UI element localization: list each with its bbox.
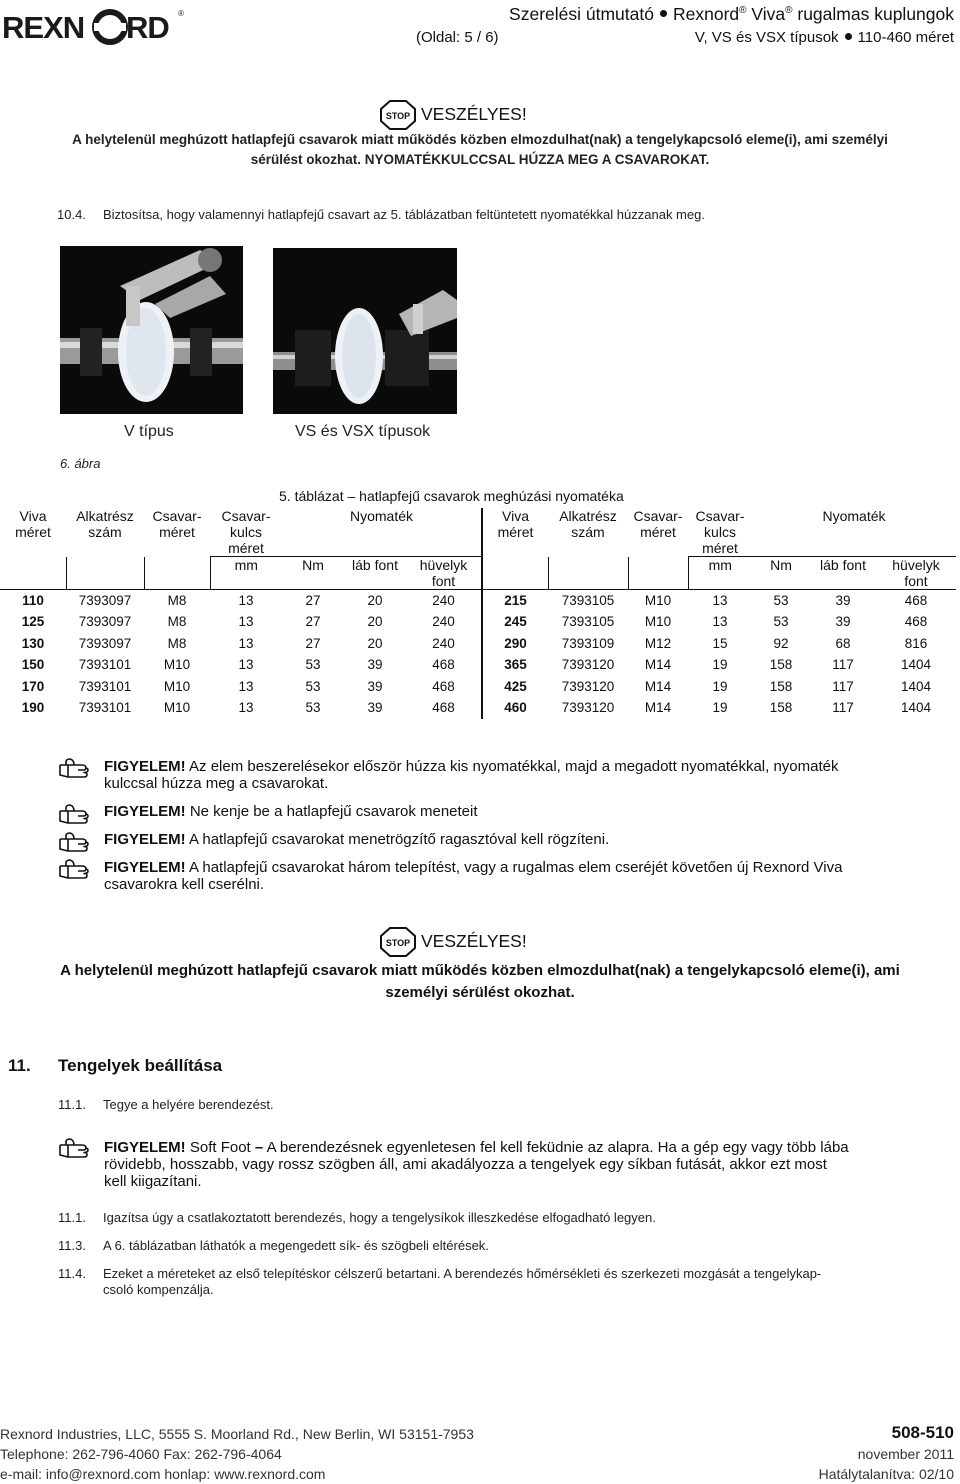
note-label: FIGYELEM! <box>104 831 186 848</box>
note-4 <box>104 859 842 893</box>
table-cell: 13 <box>238 657 254 673</box>
soft-foot-text-c: kell kiigazítani. <box>104 1173 202 1190</box>
torque-table <box>0 508 956 719</box>
note-soft-foot <box>104 1139 849 1190</box>
table-cell: 13 <box>712 614 728 630</box>
th-font: font <box>406 573 482 590</box>
header-types <box>695 29 954 46</box>
table-cell: 92 <box>773 635 789 651</box>
table-cell: 240 <box>406 633 482 655</box>
table-cell: 7393120 <box>561 678 615 694</box>
step-number: 11.1. <box>58 1210 86 1225</box>
note-4-text-a: A hatlapfejű csavarokat három telepítést, vagy a rugalmas elem cseréjét követően új Rexnord Viva <box>189 859 843 876</box>
table-row <box>0 611 956 633</box>
soft-foot-text-b: rövidebb, hosszabb, vagy rossz szögben áll, ami akadályozza a tengelyek egy síkban futását, akkor ezt most <box>104 1156 827 1173</box>
table-cell: 117 <box>832 700 854 716</box>
th-mm: mm <box>210 557 282 574</box>
header-title-product: Viva <box>751 4 786 24</box>
table-cell: M8 <box>167 593 187 608</box>
table-cell: 19 <box>712 678 728 694</box>
table-cell: 150 <box>21 657 45 673</box>
step-number: 11.4. <box>58 1266 86 1281</box>
section-title: Tengelyek beállítása <box>58 1056 223 1075</box>
pointing-hand-icon <box>58 757 98 779</box>
table-cell: 7393101 <box>78 678 132 694</box>
th-alkatresz: Alkatrész <box>559 508 617 524</box>
table-cell: 816 <box>904 635 928 651</box>
pointing-hand-icon <box>58 803 98 825</box>
table-cell: 290 <box>504 635 527 651</box>
table-cell: 39 <box>367 657 383 673</box>
table-cell: 240 <box>406 611 482 633</box>
th-nm: Nm <box>282 557 344 574</box>
table-cell: 13 <box>238 678 254 694</box>
th-meret: méret <box>159 524 195 540</box>
note-1-text-a: Az elem beszerelésekor először húzza kis nyomatékkal, majd a megadott nyomatékkal, nyomaték <box>189 758 839 775</box>
photo-v-type <box>60 246 243 414</box>
header-title-desc: rugalmas kuplungok <box>797 4 954 24</box>
step-text-b: csoló kompenzálja. <box>103 1282 214 1297</box>
caption-vs-type: VS és VSX típusok <box>295 423 431 440</box>
table-cell: 7393120 <box>561 657 615 673</box>
table-cell: 460 <box>504 700 527 716</box>
table-cell: 1404 <box>900 678 932 694</box>
step-text: Tegye a helyére berendezést. <box>103 1097 274 1112</box>
table-cell: 19 <box>712 657 728 673</box>
step-text: A 6. táblázatban láthatók a megengedett sík- és szögbeli eltérések. <box>103 1238 489 1253</box>
step-number: 11.1. <box>58 1097 86 1112</box>
page-info: (Oldal: 5 / 6) <box>416 29 499 46</box>
th-labfont: láb font <box>344 557 406 574</box>
th-nyomatek: Nyomaték <box>282 508 482 524</box>
table-cell: 13 <box>238 614 254 630</box>
th-labfont: láb font <box>810 557 876 574</box>
th-kulcs: kulcs <box>704 524 736 540</box>
th-kulcs: kulcs <box>230 524 262 540</box>
table-cell: 27 <box>305 614 321 630</box>
coupling-v-image <box>60 246 243 414</box>
svg-text:®: ® <box>178 9 184 18</box>
header-types-a: V, VS és VSX típusok <box>694 29 839 46</box>
danger-line-1: A helytelenül meghúzott hatlapfejű csavarok miatt működés közben elmozdulhat(nak) a tengelykapcsoló eleme(i), ami <box>60 962 900 979</box>
danger-title: VESZÉLYES! <box>421 104 527 124</box>
step-text <box>103 1266 821 1298</box>
table-cell: 425 <box>504 678 527 694</box>
table-cell: 215 <box>504 593 527 608</box>
table-cell: 7393097 <box>78 593 132 608</box>
table-cell: 1404 <box>900 700 932 716</box>
bullet <box>660 10 667 17</box>
photo-vs-type <box>273 248 457 414</box>
footer-date: november 2011 <box>857 1446 954 1462</box>
table-header-row-2 <box>0 524 956 540</box>
th-meret: méret <box>15 524 51 540</box>
header-types-b: 110-460 méret <box>857 29 954 46</box>
th-meret: méret <box>228 540 264 556</box>
note-3-text: A hatlapfejű csavarokat menetrögzítő ragasztóval kell rögzíteni. <box>189 831 610 848</box>
rexnord-logo <box>2 6 190 46</box>
table-cell: 117 <box>832 678 854 694</box>
table-cell: 468 <box>904 593 928 608</box>
table-cell: 39 <box>835 614 851 630</box>
reg-mark: ® <box>739 5 747 17</box>
dash: – <box>254 1139 264 1156</box>
footer-line-1: Rexnord Industries, LLC, 5555 S. Moorland Rd., New Berlin, WI 53151-7953 <box>0 1426 474 1442</box>
table-cell: 190 <box>21 700 45 716</box>
table-cell: 53 <box>773 614 789 630</box>
note-4-text-b: csavarokra kell cserélni. <box>104 876 265 893</box>
table-title: 5. táblázat – hatlapfejű csavarok meghúzási nyomatéka <box>279 488 624 504</box>
pointing-hand-icon <box>58 1137 98 1159</box>
table-cell: 53 <box>305 678 321 694</box>
table-cell: 13 <box>238 700 254 716</box>
note-label: FIGYELEM! <box>104 803 186 820</box>
step-number: 11.3. <box>58 1238 86 1253</box>
th-szam: szám <box>88 524 122 540</box>
table-cell: 20 <box>367 614 383 630</box>
table-cell: M8 <box>167 635 187 651</box>
table-cell: 13 <box>238 593 254 608</box>
th-mm: mm <box>688 557 752 574</box>
table-cell: 53 <box>305 700 321 716</box>
th-szam: szám <box>571 524 605 540</box>
step-number: 10.4. <box>57 207 86 222</box>
th-huvelyk: hüvelyk <box>406 557 482 574</box>
th-meret: méret <box>640 524 676 540</box>
th-alkatresz: Alkatrész <box>76 508 134 524</box>
table-cell: 468 <box>406 697 482 719</box>
table-cell: M14 <box>644 678 672 694</box>
footer-line-3: e-mail: info@rexnord.com honlap: www.rexnord.com <box>0 1466 326 1482</box>
table-cell: 7393097 <box>78 614 132 630</box>
table-cell: 7393105 <box>561 593 615 608</box>
th-viva: Viva <box>19 508 47 524</box>
note-label: FIGYELEM! <box>104 758 186 775</box>
table-cell: 125 <box>21 614 45 630</box>
table-header-row-3 <box>0 540 956 557</box>
table-cell: 130 <box>21 635 45 651</box>
document-number: 508-510 <box>891 1423 954 1442</box>
table-header-units-1 <box>0 557 956 574</box>
svg-text:STOP: STOP <box>385 111 411 121</box>
header-title-brand: Rexnord <box>672 4 740 24</box>
table-cell: 68 <box>835 635 851 651</box>
table-cell: 53 <box>773 593 789 608</box>
table-cell: M10 <box>163 700 191 716</box>
table-cell: 365 <box>504 657 527 673</box>
note-1 <box>104 758 838 792</box>
table-cell: 7393097 <box>78 635 132 651</box>
soft-foot-text-a: A berendezésnek egyenletesen fel kell feküdnie az alapra. Ha a gép egy vagy több lába <box>266 1139 849 1156</box>
svg-text:STOP: STOP <box>385 938 411 948</box>
table-cell: 158 <box>769 700 793 716</box>
table-cell: 245 <box>504 614 527 630</box>
th-csavar-kulcs: Csavar- <box>695 508 745 524</box>
table-header-units-2 <box>0 573 956 590</box>
table-cell: 53 <box>305 657 321 673</box>
table-cell: 7393101 <box>78 700 132 716</box>
table-cell: 110 <box>22 593 44 608</box>
svg-text:REXN: REXN <box>2 10 85 45</box>
table-cell: M12 <box>644 635 672 651</box>
danger-line-2: személyi sérülést okozhat. <box>385 984 575 1001</box>
soft-foot-label: Soft Foot <box>189 1139 251 1156</box>
note-2 <box>104 803 478 820</box>
step-text: Igazítsa úgy a csatlakoztatott berendezés, hogy a tengelysíkok illeszkedése elfogadható legyen. <box>103 1210 656 1225</box>
figure-label: 6. ábra <box>60 456 101 471</box>
danger-line-2: sérülést okozhat. NYOMATÉKKULCCSAL HÚZZA MEG A CSAVAROKAT. <box>250 152 710 167</box>
th-huvelyk: hüvelyk <box>876 557 956 574</box>
th-csavar-kulcs: Csavar- <box>221 508 271 524</box>
table-cell: 27 <box>305 593 321 608</box>
reg-mark: ® <box>785 5 793 17</box>
coupling-vs-image <box>273 248 457 414</box>
table-cell: M14 <box>644 700 672 716</box>
stop-icon <box>380 927 416 957</box>
table-cell: 158 <box>769 657 793 673</box>
table-cell: M10 <box>644 593 672 608</box>
note-label: FIGYELEM! <box>104 1139 186 1156</box>
th-nm: Nm <box>752 557 810 574</box>
table-cell: 20 <box>367 635 383 651</box>
table-cell: 7393120 <box>561 700 615 716</box>
danger-line-1: A helytelenül meghúzott hatlapfejű csavarok miatt működés közben elmozdulhat(nak) a tengelykapcsoló eleme(i), ami személyi <box>72 132 888 147</box>
header-title <box>509 4 954 25</box>
footer-line-2: Telephone: 262-796-4060 Fax: 262-796-4064 <box>0 1446 282 1462</box>
danger-title: VESZÉLYES! <box>421 931 527 951</box>
table-row <box>0 676 956 698</box>
table-cell: M10 <box>163 678 191 694</box>
th-meret: méret <box>497 524 534 540</box>
pointing-hand-icon <box>58 831 98 853</box>
table-cell: 39 <box>367 700 383 716</box>
th-font: font <box>876 573 956 590</box>
footer-address <box>0 1424 474 1484</box>
table-cell: 39 <box>367 678 383 694</box>
table-row <box>0 654 956 676</box>
table-cell: 1404 <box>900 657 932 673</box>
table-cell: 7393109 <box>561 635 615 651</box>
stop-icon <box>380 100 416 130</box>
note-label: FIGYELEM! <box>104 859 186 876</box>
table-cell: 468 <box>406 676 482 698</box>
table-cell: M10 <box>163 657 191 673</box>
table-header-row-1 <box>0 508 956 524</box>
header-title-guide: Szerelési útmutató <box>509 4 654 24</box>
note-2-text: Ne kenje be a hatlapfejű csavarok meneteit <box>189 803 478 820</box>
step-text-a: Ezeket a méreteket az első telepítéskor célszerű betartani. A berendezés hőmérsékleti és szerkezeti mozgását a tengelykap- <box>103 1266 822 1281</box>
table-cell: 27 <box>305 635 321 651</box>
th-viva: Viva <box>502 508 529 524</box>
th-csavar: Csavar- <box>152 508 202 524</box>
note-1-text-b: kulccsal húzza meg a csavarokat. <box>104 775 329 792</box>
table-row <box>0 590 956 612</box>
th-nyomatek: Nyomaték <box>822 508 886 524</box>
table-cell: M14 <box>644 657 672 673</box>
table-cell: 19 <box>712 700 728 716</box>
step-text: Biztosítsa, hogy valamennyi hatlapfejű csavart az 5. táblázatban feltüntetett nyomatékkal húzzanak meg. <box>103 207 705 222</box>
note-3 <box>104 831 609 848</box>
table-cell: 13 <box>238 635 254 651</box>
th-meret: méret <box>702 540 738 556</box>
svg-text:RD: RD <box>126 10 169 45</box>
caption-v-type: V típus <box>124 423 174 440</box>
table-cell: 468 <box>904 614 928 630</box>
table-cell: M10 <box>644 614 672 630</box>
table-cell: 7393105 <box>561 614 615 630</box>
section-number: 11. <box>8 1056 31 1075</box>
table-cell: 117 <box>832 657 854 673</box>
table-cell: 15 <box>712 635 728 651</box>
table-cell: 158 <box>769 678 793 694</box>
table-cell: 20 <box>367 593 383 608</box>
bullet <box>845 33 852 40</box>
table-cell: 468 <box>406 654 482 676</box>
pointing-hand-icon <box>58 858 98 880</box>
table-cell: 13 <box>712 593 728 608</box>
table-row <box>0 633 956 655</box>
footer-valid: Hatálytalanítva: 02/10 <box>818 1466 954 1482</box>
table-cell: 170 <box>21 678 45 694</box>
table-cell: 7393101 <box>78 657 132 673</box>
table-cell: 39 <box>835 593 851 608</box>
table-cell: M8 <box>167 614 187 630</box>
table-cell: 240 <box>406 590 482 612</box>
table-row <box>0 697 956 719</box>
th-csavar: Csavar- <box>633 508 683 524</box>
